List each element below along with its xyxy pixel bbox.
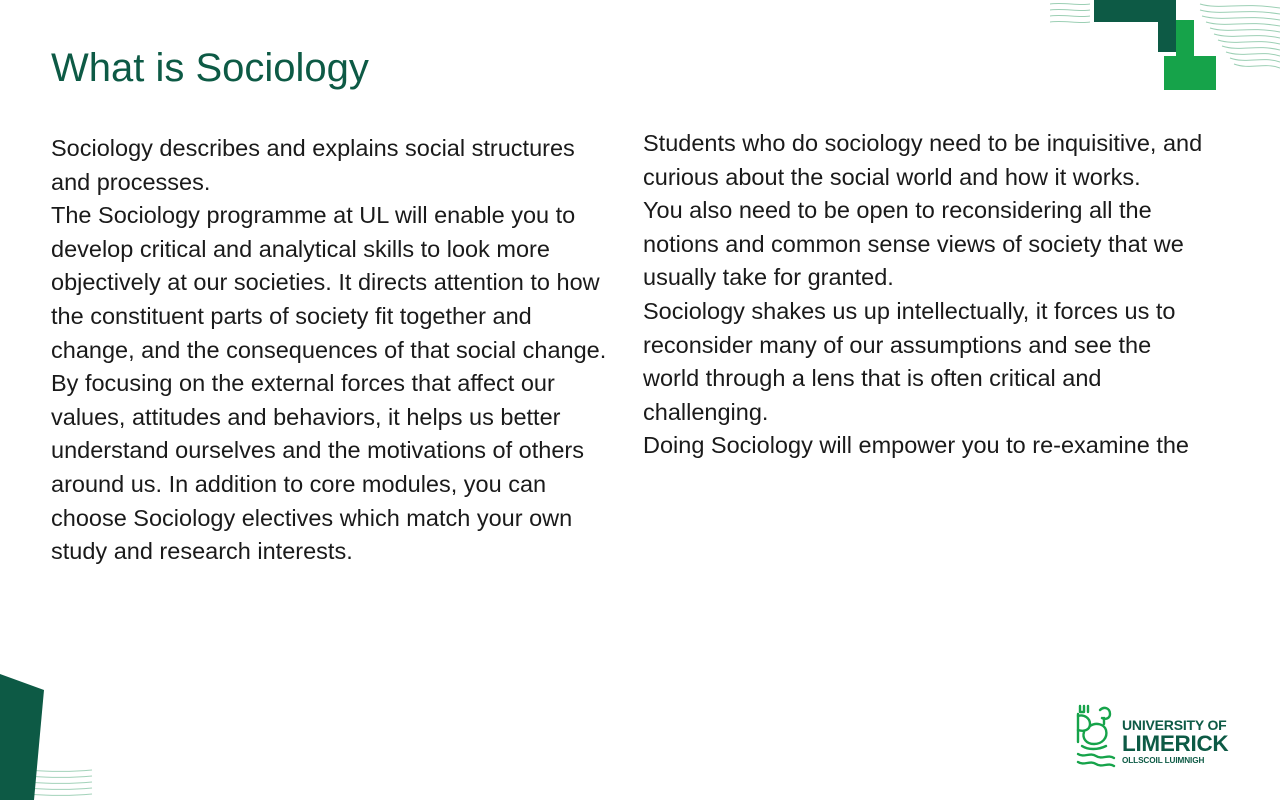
- page-title: What is Sociology: [51, 46, 369, 90]
- university-logo: [1074, 702, 1234, 772]
- right-text-column: [643, 127, 1208, 463]
- crest-icon: [1074, 702, 1118, 770]
- right-paragraph: Sociology shakes us up intellectually, it forces us to reconsider many of our assumptions and see the world through a lens that is often critical and challenging.: [643, 297, 1176, 425]
- logo-line-irish-name: OLLSCOIL LUIMNIGH: [1122, 756, 1205, 765]
- logo-line-university-of: UNIVERSITY OF: [1122, 717, 1227, 733]
- logo-line-limerick: LIMERICK: [1122, 731, 1229, 756]
- corner-decoration-top-right: [1050, 0, 1280, 100]
- left-text-column: [51, 132, 611, 569]
- left-paragraph: Sociology describes and explains social structures and processes.: [51, 135, 575, 195]
- logo-wordmark: [1122, 718, 1234, 767]
- right-paragraph: Students who do sociology need to be inquisitive, and curious about the social world and how it works.: [643, 130, 1203, 190]
- right-paragraph: You also need to be open to reconsidering all the notions and common sense views of society that we usually take for granted.: [643, 197, 1184, 291]
- left-paragraph: The Sociology programme at UL will enable you to develop critical and analytical skills to look more objectively at our societies. It directs attention to how the constituent parts of society fit together and change, and the consequences of that social change. By focusing on the external forces that affect our values, attitudes and behaviors, it helps us better understand ourselves and the motivations of others around us. In addition to core modules, you can choose Sociology electives which match your own study and research interests.: [51, 202, 607, 565]
- right-paragraph: Doing Sociology will empower you to re-examine the: [643, 432, 1189, 459]
- corner-decoration-bottom-left: [0, 670, 110, 800]
